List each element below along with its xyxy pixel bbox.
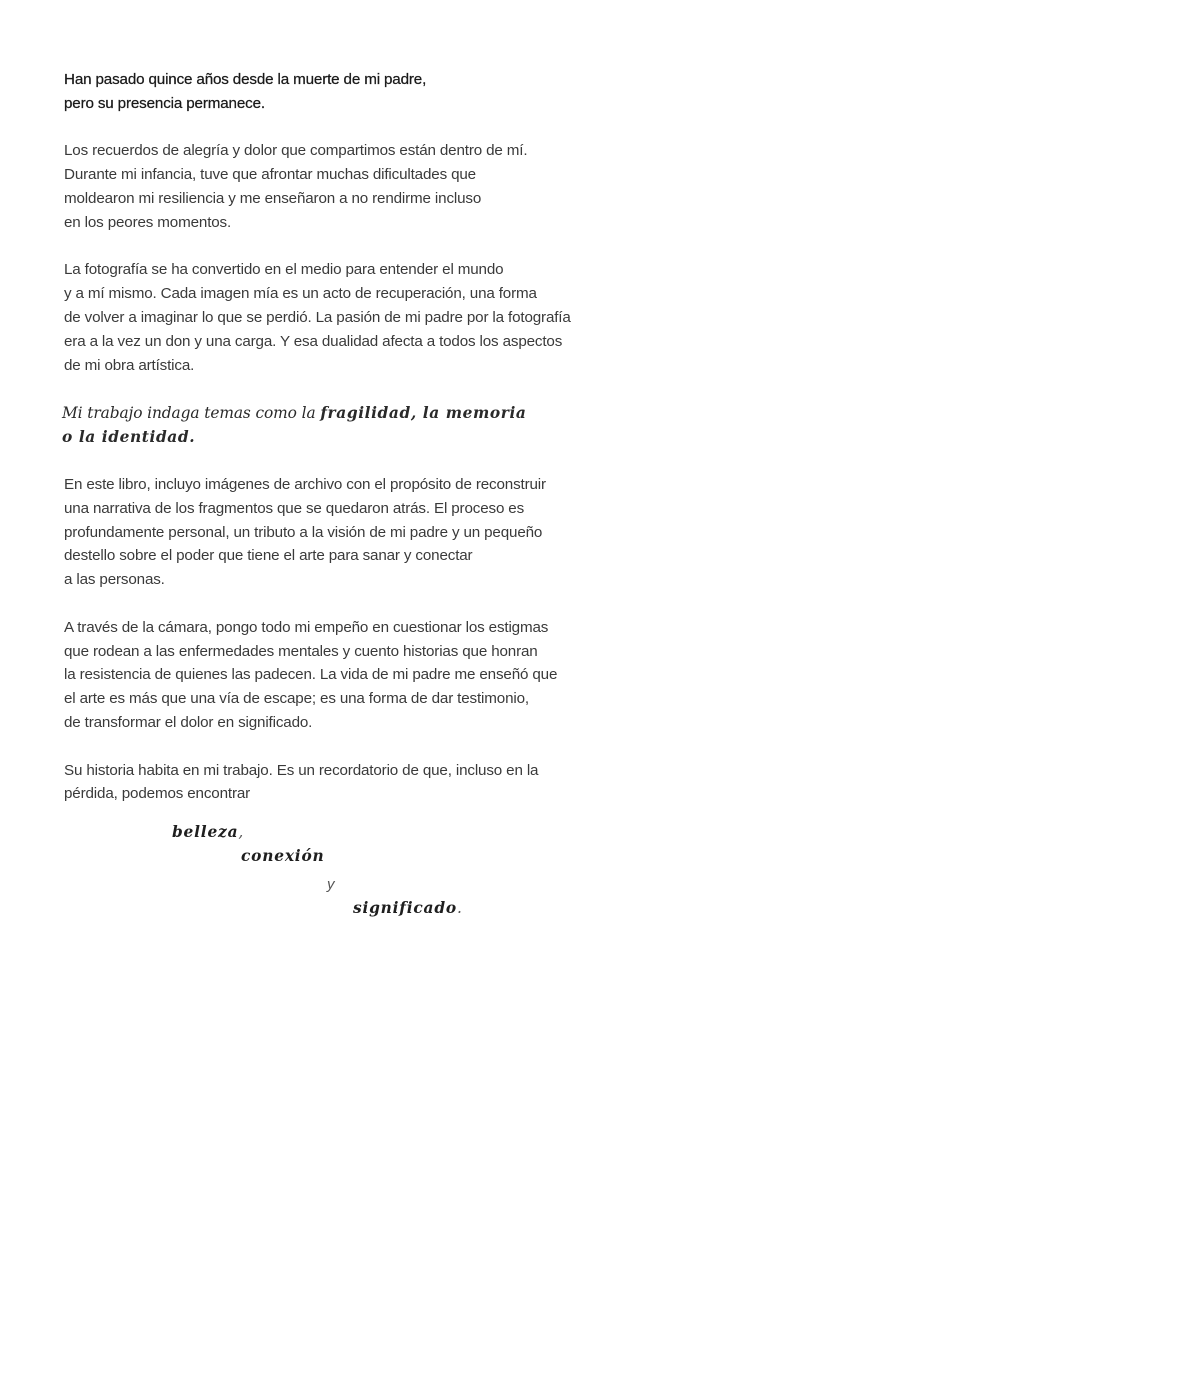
paragraph-book [64,473,624,592]
cascade-word-text: significado [353,899,457,917]
text-line: la resistencia de quienes las padecen. La vida de mi padre me enseñó que [64,666,558,684]
text-line: pero su presencia permanece. [64,94,265,112]
text-line: La fotografía se ha convertido en el medio para entender el mundo [64,261,504,279]
text-line: a las personas. [64,571,165,589]
paragraph-camera [64,616,624,735]
cascade-word-meaning [353,899,463,917]
text-line: de transformar el dolor en significado. [64,713,313,731]
quote-line [62,425,624,449]
text-line: una narrativa de los fragmentos que se quedaron atrás. El proceso es [64,499,525,517]
cascade-word-beauty [172,823,244,841]
cascade-word-text: conexión [241,847,325,865]
comma: , [238,823,245,841]
text-line: y a mí mismo. Cada imagen mía es un acto de recuperación, una forma [64,285,537,303]
text-line: moldearon mi resiliencia y me enseñaron a no rendirme incluso [64,189,482,207]
quote-line [62,401,624,425]
text-line: que rodean a las enfermedades mentales y cuento historias que honran [64,642,538,660]
quote-text: Mi trabajo indaga temas como la [62,404,321,423]
paragraph-photography [64,258,624,377]
text-line: pérdida, podemos encontrar [64,785,251,803]
period: . [456,899,463,917]
pull-quote [62,401,624,449]
text-line: en los peores momentos. [64,213,232,231]
text-line: Han pasado quince años desde la muerte de mi padre, [64,71,427,88]
cascade-word-text: belleza [172,823,239,841]
text-line: profundamente personal, un tributo a la visión de mi padre y un pequeño [64,523,543,541]
text-line: Durante mi infancia, tuve que afrontar muchas dificultades que [64,166,476,184]
text-line: En este libro, incluyo imágenes de archivo con el propósito de reconstruir [64,475,546,493]
lead-paragraph [64,68,624,116]
text-line: de volver a imaginar lo que se perdió. La pasión de mi padre por la fotografía [64,308,571,326]
text-line: Los recuerdos de alegría y dolor que compartimos están dentro de mí. [64,142,528,160]
quote-emphasis: o la identidad. [62,428,196,447]
text-line: de mi obra artística. [64,356,195,374]
document-body [64,68,624,830]
paragraph-memories [64,139,624,234]
text-line: era a la vez un don y una carga. Y esa dualidad afecta a todos los aspectos [64,332,563,350]
text-line: A través de la cámara, pongo todo mi empeño en cuestionar los estigmas [64,618,549,636]
text-line: destello sobre el poder que tiene el arte para sanar y conectar [64,547,473,565]
paragraph-closing [64,759,624,807]
text-line: el arte es más que una vía de escape; es una forma de dar testimonio, [64,690,529,708]
text-line: Su historia habita en mi trabajo. Es un recordatorio de que, incluso en la [64,761,539,779]
cascade-conjunction: y [327,876,335,893]
quote-emphasis: fragilidad, la memoria [320,404,527,423]
cascade-word-connection [241,847,325,865]
